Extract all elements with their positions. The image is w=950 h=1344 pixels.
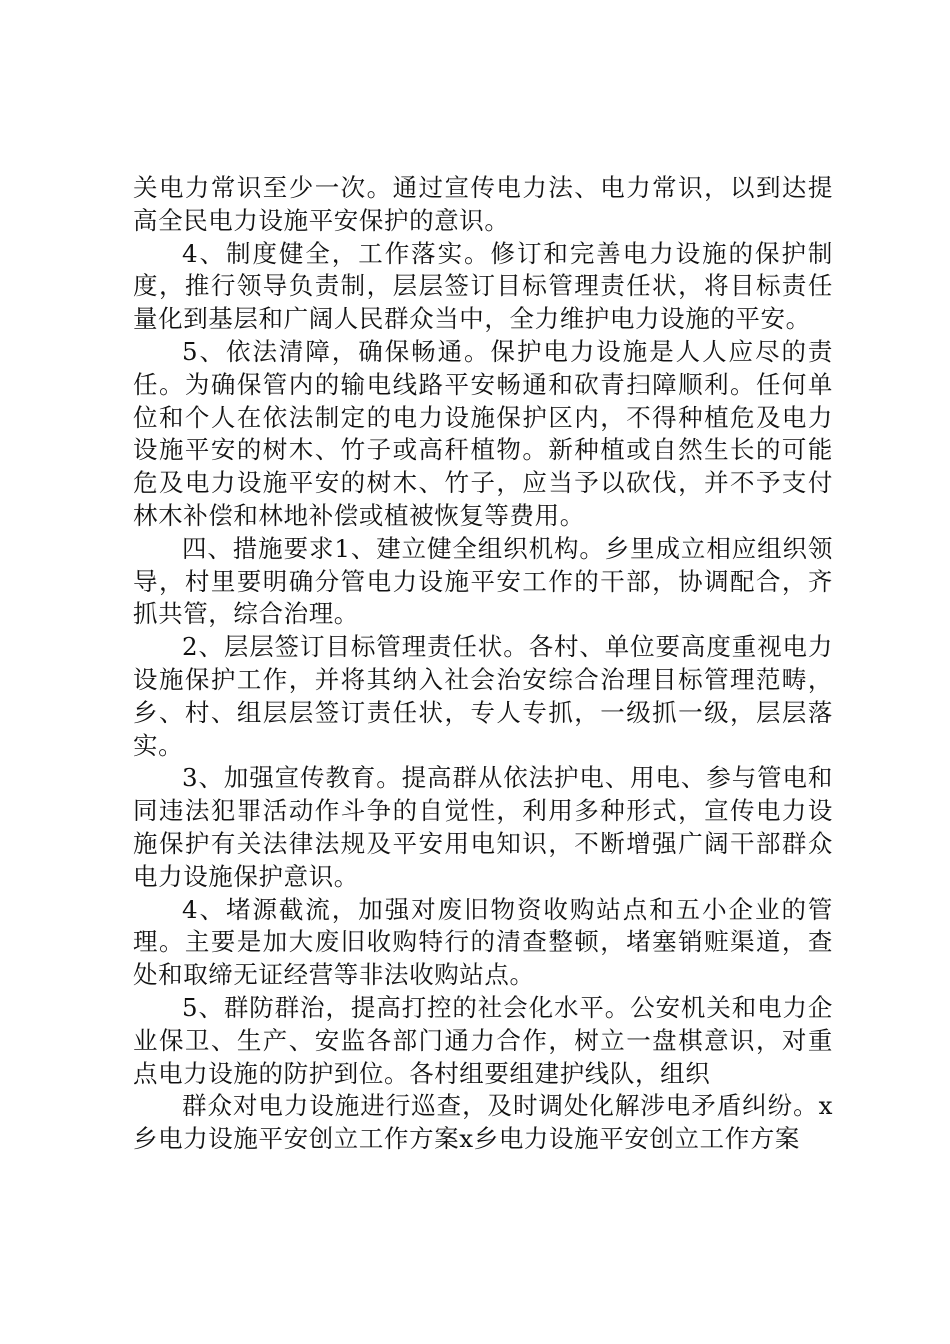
- paragraph-measure-4: 4、堵源截流，加强对废旧物资收购站点和五小企业的管理。主要是加大废旧收购特行的清查整顿，堵塞销赃渠道，查处和取缔无证经营等非法收购站点。: [133, 894, 833, 990]
- document-body: [133, 172, 833, 1156]
- paragraph-section-4-measures: 四、措施要求1、建立健全组织机构。乡里成立相应组织领导，村里要明确分管电力设施平安工作的干部，协调配合，齐抓共管，综合治理。: [133, 533, 833, 629]
- paragraph-measure-3: 3、加强宣传教育。提高群从依法护电、用电、参与管电和同违法犯罪活动作斗争的自觉性，利用多种形式，宣传电力设施保护有关法律法规及平安用电知识，不断增强广阔干部群众电力设施保护意识。: [133, 763, 833, 891]
- paragraph-measure-2: 2、层层签订目标管理责任状。各村、单位要高度重视电力设施保护工作，并将其纳入社会治安综合治理目标管理范畴，乡、村、组层层签订责任状，专人专抓，一级抓一级，层层落实。: [133, 632, 833, 760]
- paragraph-item-4-system: 4、制度健全，工作落实。修订和完善电力设施的保护制度，推行领导负责制，层层签订目标管理责任状，将目标责任量化到基层和广阔人民群众当中，全力维护电力设施的平安。: [133, 238, 833, 334]
- paragraph-continuation: 关电力常识至少一次。通过宣传电力法、电力常识，以到达提高全民电力设施平安保护的意识。: [133, 173, 833, 235]
- paragraph-closing: 群众对电力设施进行巡查，及时调处化解涉电矛盾纠纷。x乡电力设施平安创立工作方案x乡电力设施平安创立工作方案: [133, 1091, 833, 1154]
- paragraph-item-5-clearance: 5、依法清障，确保畅通。保护电力设施是人人应尽的责任。为确保管内的输电线路平安畅通和砍青扫障顺利。任何单位和个人在依法制定的电力设施保护区内，不得种植危及电力设施平安的树木、竹子或高秆植物。新种植或自然生长的可能危及电力设施平安的树木、竹子，应当予以砍伐，并不予支付林木补偿和林地补偿或植被恢复等费用。: [133, 336, 833, 530]
- paragraph-measure-5: 5、群防群治，提高打控的社会化水平。公安机关和电力企业保卫、生产、安监各部门通力合作，树立一盘棋意识，对重点电力设施的防护到位。各村组要组建护线队，组织: [133, 992, 833, 1088]
